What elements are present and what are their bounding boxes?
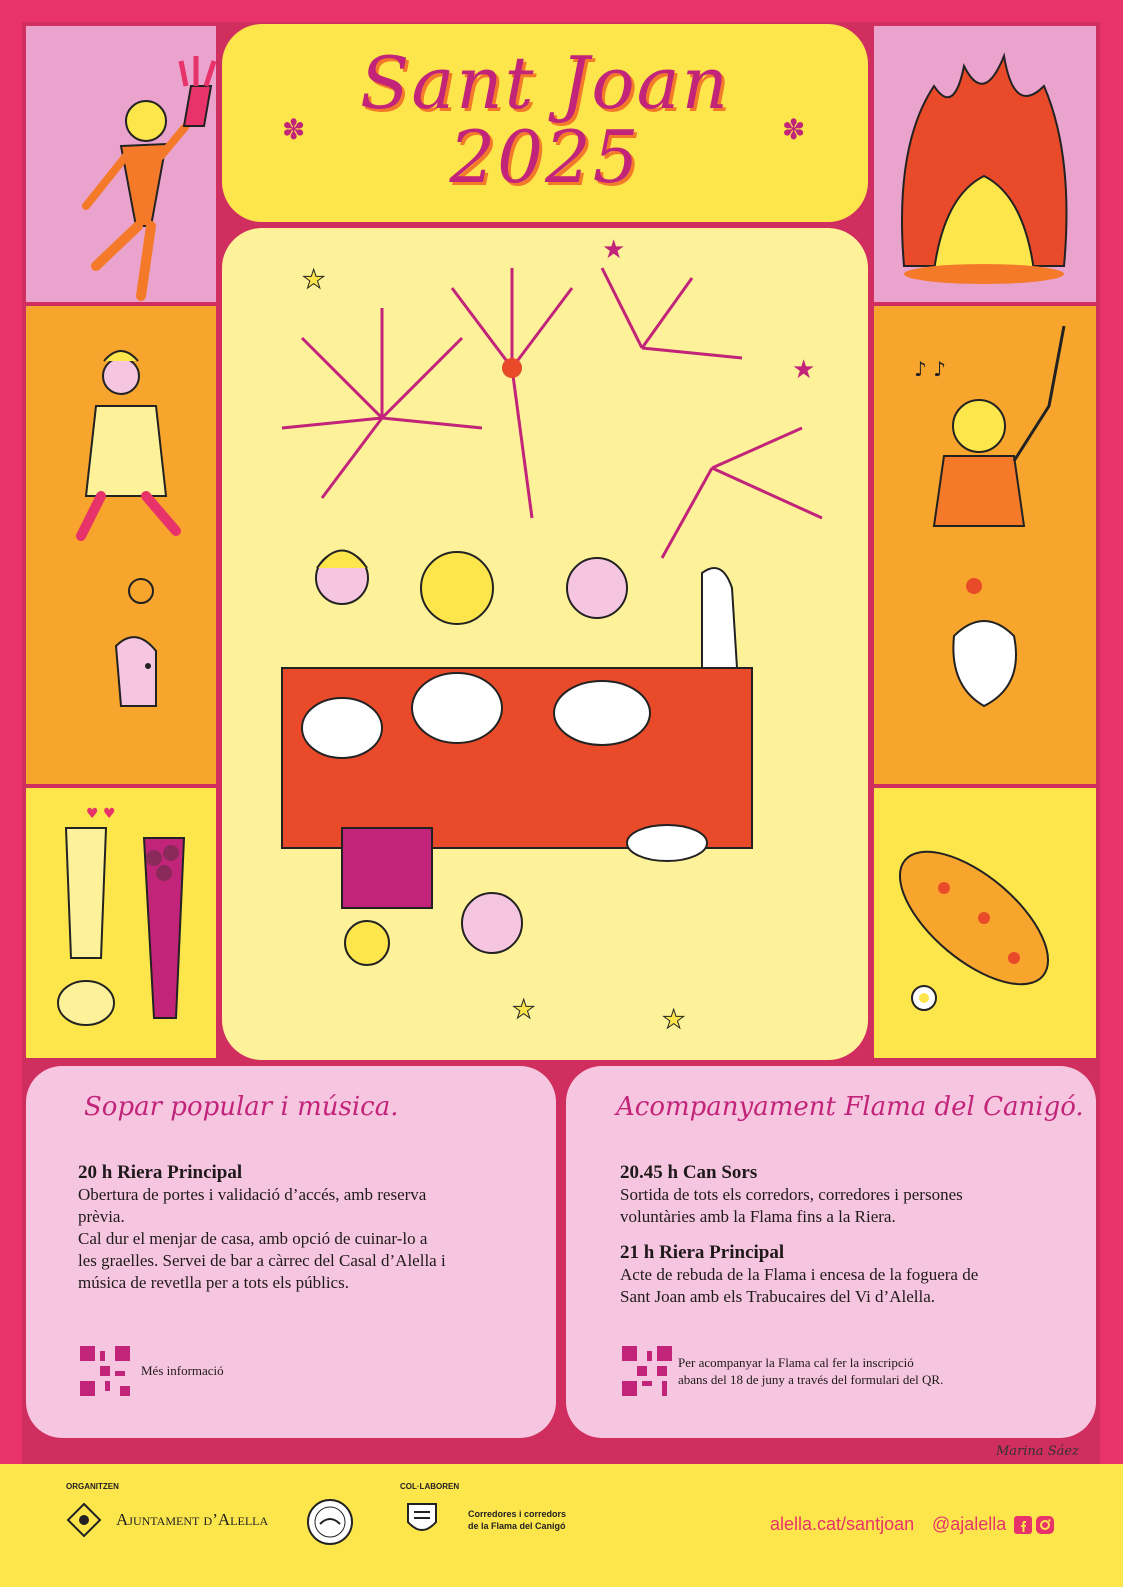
instagram-icon[interactable] <box>1036 1516 1054 1534</box>
left-info-body <box>78 1148 538 1294</box>
right-qr-label <box>678 1354 943 1388</box>
right-event1-line: Sortida de tots els corredors, corredores i persones <box>620 1185 963 1204</box>
svg-text:★: ★ <box>602 235 626 265</box>
right-qr-line: abans del 18 de juny a través del formulari del QR. <box>678 1372 944 1387</box>
right-info-box <box>566 1066 1096 1438</box>
dinner-scene <box>222 228 868 1060</box>
footer <box>0 1464 1123 1587</box>
right-event2-head: 21 h Riera Principal <box>620 1242 785 1263</box>
svg-text:♥ ♥: ♥ ♥ <box>86 806 116 822</box>
fireworks <box>282 268 822 558</box>
right-event2-line: Sant Joan amb els Trabucaires del Vi d’Alella. <box>620 1287 935 1306</box>
left-info-heading: Sopar popular i música. <box>84 1092 399 1122</box>
left-event-line: música de revetlla per a tots els públics. <box>78 1273 349 1292</box>
artist-signature: Marina Sáez <box>996 1444 1079 1459</box>
corredors-name <box>468 1508 566 1532</box>
col-laboren-label: COL·LABOREN <box>400 1482 460 1491</box>
cell-dancer <box>26 306 216 784</box>
title-line-2: 2025 <box>449 115 641 199</box>
runner-illustration <box>26 26 216 302</box>
cell-drinks <box>26 788 216 1058</box>
svg-text:♪ ♪: ♪ ♪ <box>914 357 946 381</box>
right-qr-line: Per acompanyar la Flama cal fer la inscripció <box>678 1355 914 1370</box>
left-qr-label: Més informació <box>141 1363 224 1378</box>
svg-text:★: ★ <box>302 265 326 295</box>
organitzen-label: ORGANITZEN <box>66 1482 119 1491</box>
facebook-icon[interactable] <box>1014 1516 1032 1534</box>
left-event-line: les graelles. Servei de bar a càrrec del Casal d’Alella i <box>78 1251 446 1270</box>
dancer-illustration <box>26 306 216 784</box>
dinner-illustration <box>222 228 868 1060</box>
corredors-crest-icon <box>404 1500 440 1540</box>
svg-text:★: ★ <box>662 1005 686 1035</box>
qr-code-icon[interactable] <box>80 1346 130 1396</box>
cell-runner <box>26 26 216 302</box>
right-event2-line: Acte de rebuda de la Flama i encesa de la foguera de <box>620 1265 979 1284</box>
bonfire-illustration <box>874 26 1096 302</box>
coca-illustration <box>874 788 1096 1058</box>
website-link[interactable]: alella.cat/santjoan <box>770 1514 915 1534</box>
social-handle[interactable]: @ajalella <box>932 1514 1007 1534</box>
cell-conductor <box>874 306 1096 784</box>
cell-coca <box>874 788 1096 1058</box>
svg-text:★: ★ <box>792 355 816 385</box>
left-event-line: Obertura de portes i validació d’accés, amb reserva <box>78 1185 427 1204</box>
right-event1-head: 20.45 h Can Sors <box>620 1162 758 1183</box>
left-event-head: 20 h Riera Principal <box>78 1162 243 1183</box>
right-event1-line: voluntàries amb la Flama fins a la Riera. <box>620 1207 896 1226</box>
left-info-box <box>26 1066 556 1438</box>
left-event-line: prèvia. <box>78 1207 125 1226</box>
casal-seal-icon <box>306 1498 354 1546</box>
qr-code-icon[interactable] <box>622 1346 672 1396</box>
corredors-line: de la Flama del Canigó <box>468 1521 566 1531</box>
title-line-1: Sant Joan <box>360 41 730 125</box>
left-event-line: Cal dur el menjar de casa, amb opció de cuinar-lo a <box>78 1229 428 1248</box>
right-info-heading: Acompanyament Flama del Canigó. <box>616 1092 1084 1122</box>
drinks-illustration <box>26 788 216 1058</box>
title-flowers <box>222 24 868 222</box>
title-box <box>222 24 868 222</box>
ajuntament-shield-icon <box>66 1502 102 1538</box>
svg-text:✽: ✽ <box>782 113 806 146</box>
right-info-body <box>620 1148 1080 1308</box>
cell-bonfire <box>874 26 1096 302</box>
corredors-line: Corredores i corredors <box>468 1509 567 1519</box>
svg-text:★: ★ <box>512 995 536 1025</box>
svg-text:✽: ✽ <box>282 113 306 146</box>
conductor-illustration <box>874 306 1096 784</box>
ajuntament-name: Ajuntament d’Alella <box>116 1510 269 1529</box>
